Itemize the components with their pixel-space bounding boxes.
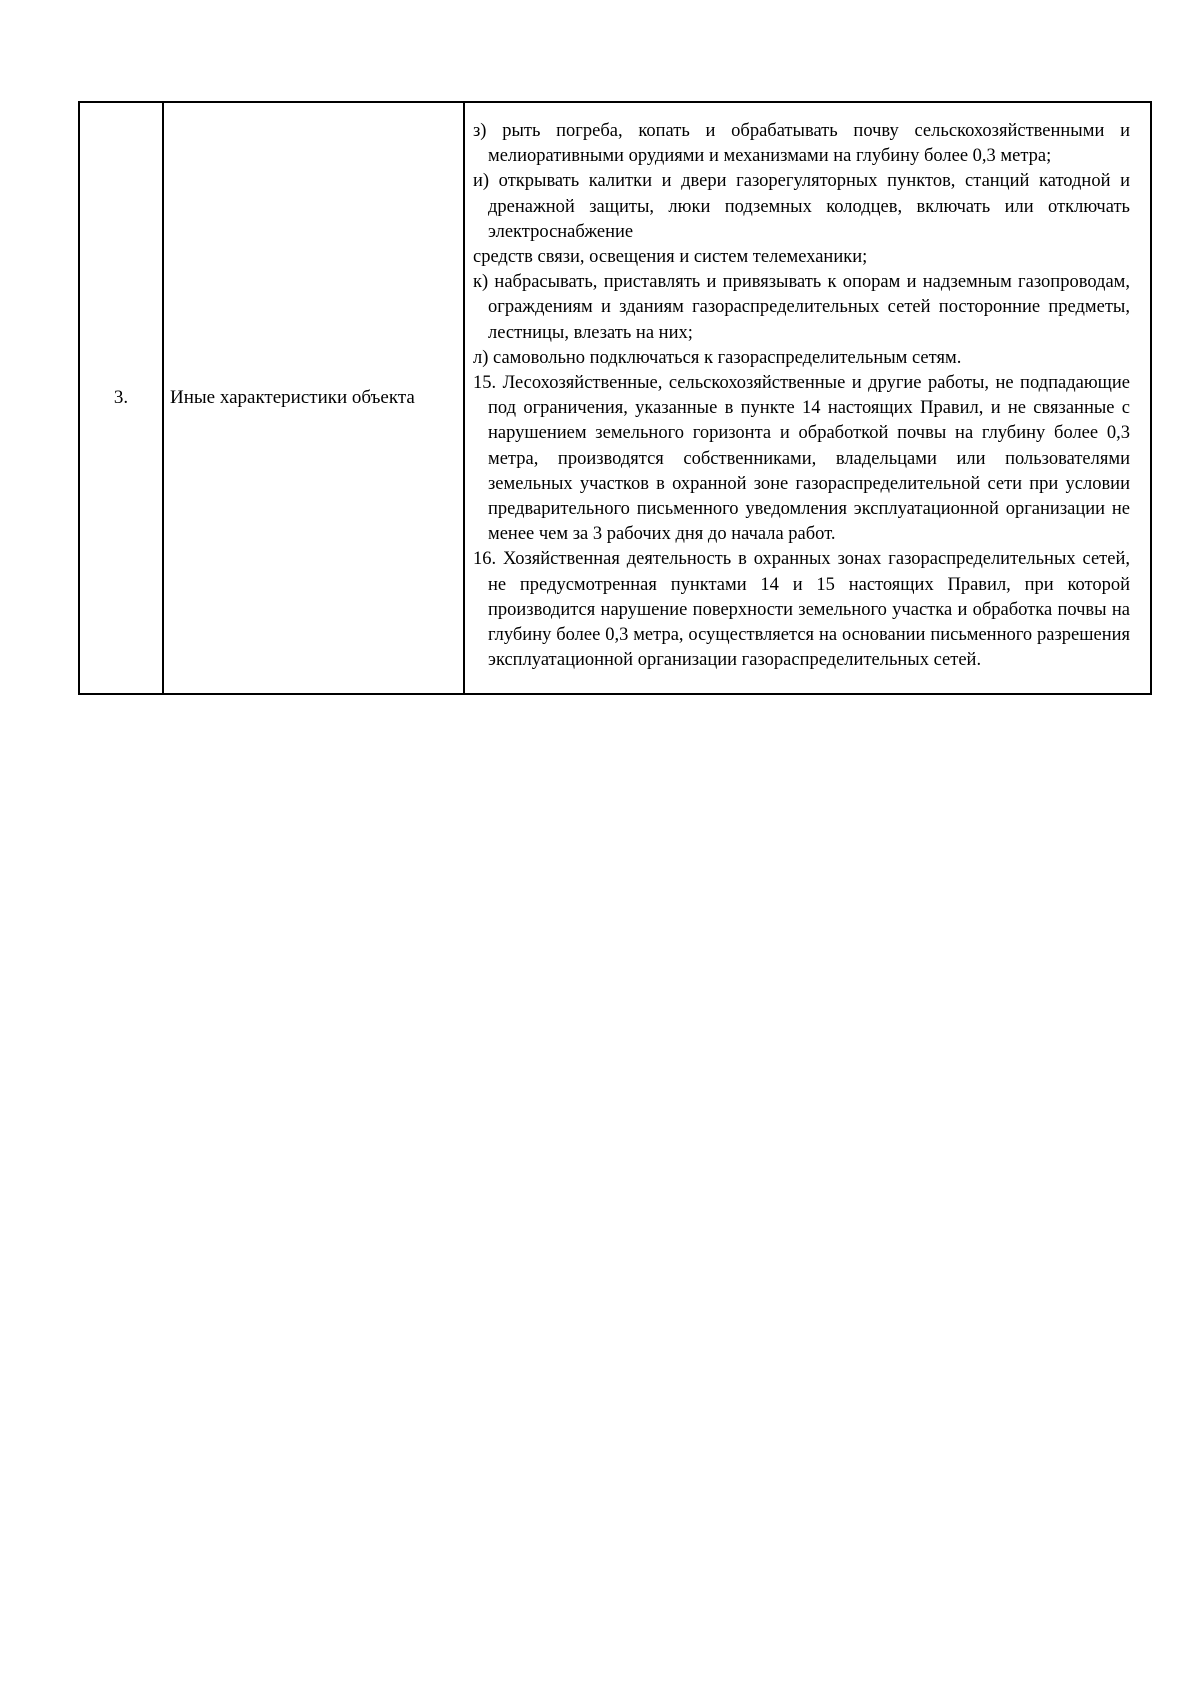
characteristics-table: [78, 101, 1152, 695]
paragraph-k: к) набрасывать, приставлять и привязывать к опорам и надземным газопроводам, ограждениям и зданиям газораспределительных сетей посторонние предметы, лестницы, влезать на них;: [473, 272, 1130, 343]
row-name: Иные характеристики объекта: [170, 387, 415, 409]
row-number-cell: [79, 102, 163, 694]
row-number: 3.: [113, 387, 129, 409]
paragraph-z: з) рыть погреба, копать и обрабатывать почву сельскохозяйственными и мелиоративными орудиями и механизмами на глубину более 0,3 метра;: [473, 121, 1130, 167]
row-description-cell: [464, 102, 1151, 694]
table-row: [79, 102, 1151, 694]
row-name-cell: [163, 102, 464, 694]
paragraph-i-continuation: средств связи, освещения и систем телемеханики;: [473, 247, 868, 268]
paragraph-i: и) открывать калитки и двери газорегуляторных пунктов, станций катодной и дренажной защиты, люки подземных колодцев, включать или отключать электроснабжение: [473, 171, 1130, 242]
paragraph-15: 15. Лесохозяйственные, сельскохозяйственные и другие работы, не подпадающие под ограничения, указанные в пункте 14 настоящих Правил, и не связанные с нарушением земельного горизонта и обработкой почвы на глубину более 0,3 метра, производятся собственниками, владельцами или пользователями земельных участков в охранной зоне газораспределительной сети при условии предварительного письменного уведомления эксплуатационной организации не менее чем за 3 рабочих дня до начала работ.: [473, 373, 1130, 545]
paragraph-l: л) самовольно подключаться к газораспределительным сетям.: [473, 347, 962, 368]
paragraph-16: 16. Хозяйственная деятельность в охранных зонах газораспределительных сетей, не предусмотренная пунктами 14 и 15 настоящих Правил, при которой производится нарушение поверхности земельного участка и обработка почвы на глубину более 0,3 метра, осуществляется на основании письменного разрешения эксплуатационной организации газораспределительных сетей.: [473, 549, 1130, 671]
